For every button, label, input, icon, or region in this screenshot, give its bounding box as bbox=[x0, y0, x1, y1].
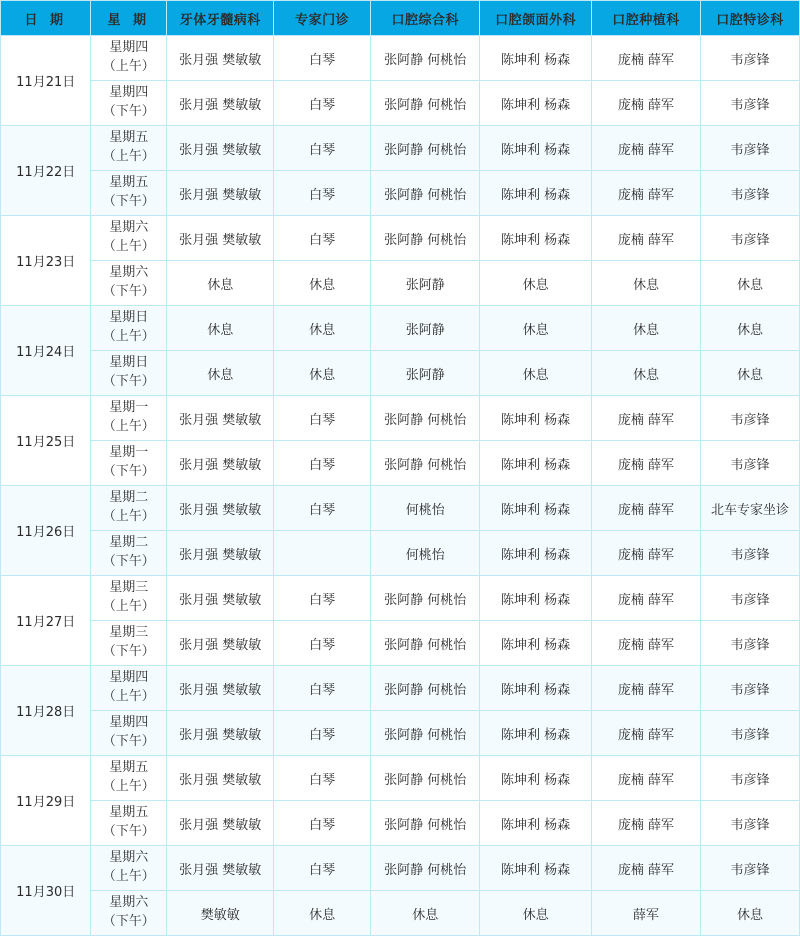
weekday-cell bbox=[91, 846, 167, 891]
table-row bbox=[1, 531, 800, 576]
column-header-weekday: 星 期 bbox=[91, 1, 167, 36]
doctor-cell: 韦彦锋 bbox=[701, 216, 800, 261]
table-header bbox=[1, 1, 800, 36]
weekday-label: 星期三 bbox=[109, 580, 149, 596]
session-label: （上午） bbox=[102, 59, 155, 74]
session-label: （下午） bbox=[102, 914, 155, 929]
doctor-cell: 白琴 bbox=[274, 81, 371, 126]
doctor-cell: 白琴 bbox=[274, 396, 371, 441]
rest-cell: 休息 bbox=[167, 351, 274, 396]
rest-cell: 休息 bbox=[480, 306, 591, 351]
table-row bbox=[1, 441, 800, 486]
weekday-cell bbox=[91, 531, 167, 576]
weekday-label: 星期三 bbox=[109, 625, 149, 641]
doctor-cell: 庞楠 薛军 bbox=[591, 801, 700, 846]
doctor-cell: 陈坤利 杨森 bbox=[480, 846, 591, 891]
doctor-cell: 白琴 bbox=[274, 711, 371, 756]
weekday-cell bbox=[91, 261, 167, 306]
doctor-cell: 陈坤利 杨森 bbox=[480, 81, 591, 126]
table-row bbox=[1, 126, 800, 171]
weekday-cell bbox=[91, 306, 167, 351]
doctor-cell: 张阿静 bbox=[371, 351, 480, 396]
weekday-label: 星期五 bbox=[109, 760, 149, 776]
weekday-cell bbox=[91, 441, 167, 486]
doctor-cell: 张月强 樊敏敏 bbox=[167, 36, 274, 81]
weekday-cell bbox=[91, 891, 167, 936]
rest-cell: 休息 bbox=[371, 891, 480, 936]
doctor-cell: 白琴 bbox=[274, 171, 371, 216]
doctor-cell: 张月强 樊敏敏 bbox=[167, 171, 274, 216]
date-cell: 11月27日 bbox=[1, 576, 91, 666]
table-row bbox=[1, 36, 800, 81]
table-row bbox=[1, 846, 800, 891]
doctor-cell: 白琴 bbox=[274, 576, 371, 621]
doctor-cell: 张阿静 何桃怡 bbox=[371, 576, 480, 621]
session-label: （上午） bbox=[102, 509, 155, 524]
doctor-cell: 何桃怡 bbox=[371, 486, 480, 531]
date-cell: 11月21日 bbox=[1, 36, 91, 126]
column-header-endodontics: 牙体牙髓病科 bbox=[167, 1, 274, 36]
session-label: （下午） bbox=[102, 464, 155, 479]
header-row bbox=[1, 1, 800, 36]
session-label: （上午） bbox=[102, 329, 155, 344]
table-row bbox=[1, 666, 800, 711]
rest-cell: 休息 bbox=[274, 261, 371, 306]
doctor-cell: 庞楠 薛军 bbox=[591, 711, 700, 756]
rest-cell: 休息 bbox=[480, 261, 591, 306]
doctor-cell: 庞楠 薛军 bbox=[591, 216, 700, 261]
table-row bbox=[1, 81, 800, 126]
rest-cell: 休息 bbox=[701, 306, 800, 351]
weekday-label: 星期二 bbox=[109, 535, 149, 551]
table-row bbox=[1, 171, 800, 216]
session-label: （上午） bbox=[102, 869, 155, 884]
weekday-label: 星期四 bbox=[109, 85, 149, 101]
weekday-cell bbox=[91, 621, 167, 666]
weekday-cell bbox=[91, 711, 167, 756]
doctor-cell: 陈坤利 杨森 bbox=[480, 711, 591, 756]
table-row bbox=[1, 351, 800, 396]
doctor-cell: 白琴 bbox=[274, 486, 371, 531]
session-label: （下午） bbox=[102, 284, 155, 299]
session-label: （下午） bbox=[102, 734, 155, 749]
doctor-cell: 北车专家坐诊 bbox=[701, 486, 800, 531]
weekday-label: 星期六 bbox=[109, 265, 149, 281]
doctor-cell: 庞楠 薛军 bbox=[591, 441, 700, 486]
doctor-cell: 张月强 樊敏敏 bbox=[167, 441, 274, 486]
doctor-cell: 薛军 bbox=[591, 891, 700, 936]
doctor-cell: 陈坤利 杨森 bbox=[480, 216, 591, 261]
date-cell: 11月24日 bbox=[1, 306, 91, 396]
doctor-cell: 庞楠 薛军 bbox=[591, 621, 700, 666]
doctor-cell: 陈坤利 杨森 bbox=[480, 531, 591, 576]
doctor-cell: 陈坤利 杨森 bbox=[480, 171, 591, 216]
doctor-cell: 白琴 bbox=[274, 756, 371, 801]
weekday-label: 星期日 bbox=[109, 355, 149, 371]
doctor-cell: 白琴 bbox=[274, 801, 371, 846]
doctor-cell: 庞楠 薛军 bbox=[591, 531, 700, 576]
doctor-cell: 张阿静 何桃怡 bbox=[371, 846, 480, 891]
doctor-cell: 韦彦锋 bbox=[701, 531, 800, 576]
weekday-label: 星期六 bbox=[109, 850, 149, 866]
weekday-cell bbox=[91, 756, 167, 801]
doctor-cell: 白琴 bbox=[274, 216, 371, 261]
doctor-cell: 何桃怡 bbox=[371, 531, 480, 576]
doctor-cell: 张阿静 何桃怡 bbox=[371, 666, 480, 711]
weekday-cell bbox=[91, 36, 167, 81]
weekday-label: 星期日 bbox=[109, 310, 149, 326]
doctor-cell: 张阿静 何桃怡 bbox=[371, 756, 480, 801]
table-row bbox=[1, 801, 800, 846]
doctor-cell: 陈坤利 杨森 bbox=[480, 576, 591, 621]
doctor-cell: 庞楠 薛军 bbox=[591, 846, 700, 891]
session-label: （上午） bbox=[102, 779, 155, 794]
table-row bbox=[1, 711, 800, 756]
column-header-special-clinic: 口腔特诊科 bbox=[701, 1, 800, 36]
session-label: （上午） bbox=[102, 599, 155, 614]
weekday-cell bbox=[91, 171, 167, 216]
doctor-cell: 庞楠 薛军 bbox=[591, 396, 700, 441]
doctor-cell: 韦彦锋 bbox=[701, 666, 800, 711]
weekday-label: 星期六 bbox=[109, 895, 149, 911]
doctor-cell: 张月强 樊敏敏 bbox=[167, 396, 274, 441]
session-label: （上午） bbox=[102, 689, 155, 704]
doctor-cell: 陈坤利 杨森 bbox=[480, 621, 591, 666]
doctor-cell: 张阿静 何桃怡 bbox=[371, 171, 480, 216]
doctor-cell: 白琴 bbox=[274, 621, 371, 666]
weekday-label: 星期五 bbox=[109, 175, 149, 191]
weekday-cell bbox=[91, 486, 167, 531]
weekday-label: 星期六 bbox=[109, 220, 149, 236]
doctor-cell: 张阿静 何桃怡 bbox=[371, 81, 480, 126]
date-cell: 11月28日 bbox=[1, 666, 91, 756]
doctor-cell: 韦彦锋 bbox=[701, 396, 800, 441]
doctor-cell: 张月强 樊敏敏 bbox=[167, 531, 274, 576]
doctor-cell: 张月强 樊敏敏 bbox=[167, 621, 274, 666]
table-row bbox=[1, 756, 800, 801]
session-label: （下午） bbox=[102, 824, 155, 839]
doctor-cell: 庞楠 薛军 bbox=[591, 666, 700, 711]
rest-cell: 休息 bbox=[591, 351, 700, 396]
doctor-cell: 张阿静 何桃怡 bbox=[371, 126, 480, 171]
weekday-label: 星期五 bbox=[109, 130, 149, 146]
doctor-cell: 韦彦锋 bbox=[701, 171, 800, 216]
rest-cell: 休息 bbox=[480, 351, 591, 396]
doctor-cell: 陈坤利 杨森 bbox=[480, 801, 591, 846]
weekday-label: 星期四 bbox=[109, 40, 149, 56]
rest-cell: 休息 bbox=[701, 891, 800, 936]
doctor-cell: 陈坤利 杨森 bbox=[480, 666, 591, 711]
weekday-cell bbox=[91, 81, 167, 126]
doctor-cell: 张阿静 bbox=[371, 261, 480, 306]
doctor-cell: 庞楠 薛军 bbox=[591, 486, 700, 531]
doctor-cell: 庞楠 薛军 bbox=[591, 171, 700, 216]
session-label: （下午） bbox=[102, 374, 155, 389]
doctor-cell: 张阿静 何桃怡 bbox=[371, 396, 480, 441]
column-header-oral-maxillofacial-surgery: 口腔颌面外科 bbox=[480, 1, 591, 36]
column-header-implantology: 口腔种植科 bbox=[591, 1, 700, 36]
doctor-cell: 张阿静 何桃怡 bbox=[371, 621, 480, 666]
doctor-cell: 张阿静 何桃怡 bbox=[371, 711, 480, 756]
doctor-cell: 白琴 bbox=[274, 846, 371, 891]
doctor-cell: 白琴 bbox=[274, 441, 371, 486]
table-body bbox=[1, 36, 800, 936]
doctor-cell: 韦彦锋 bbox=[701, 81, 800, 126]
date-cell: 11月30日 bbox=[1, 846, 91, 936]
session-label: （下午） bbox=[102, 194, 155, 209]
rest-cell: 休息 bbox=[480, 891, 591, 936]
doctor-cell: 张月强 樊敏敏 bbox=[167, 846, 274, 891]
doctor-cell: 庞楠 薛军 bbox=[591, 576, 700, 621]
weekday-label: 星期一 bbox=[109, 400, 149, 416]
doctor-cell: 白琴 bbox=[274, 36, 371, 81]
session-label: （下午） bbox=[102, 104, 155, 119]
column-header-general-dentistry: 口腔综合科 bbox=[371, 1, 480, 36]
doctor-cell: 庞楠 薛军 bbox=[591, 126, 700, 171]
doctor-cell: 张阿静 何桃怡 bbox=[371, 441, 480, 486]
table-row bbox=[1, 261, 800, 306]
weekday-cell bbox=[91, 801, 167, 846]
doctor-cell: 庞楠 薛军 bbox=[591, 81, 700, 126]
table-row bbox=[1, 216, 800, 261]
doctor-cell: 韦彦锋 bbox=[701, 441, 800, 486]
column-header-date: 日 期 bbox=[1, 1, 91, 36]
rest-cell: 休息 bbox=[167, 261, 274, 306]
doctor-cell: 张阿静 bbox=[371, 306, 480, 351]
table-row bbox=[1, 306, 800, 351]
weekday-label: 星期四 bbox=[109, 715, 149, 731]
rest-cell: 休息 bbox=[591, 261, 700, 306]
doctor-cell: 白琴 bbox=[274, 126, 371, 171]
doctor-cell: 陈坤利 杨森 bbox=[480, 396, 591, 441]
weekday-cell bbox=[91, 126, 167, 171]
doctor-cell: 张月强 樊敏敏 bbox=[167, 756, 274, 801]
rest-cell: 休息 bbox=[274, 351, 371, 396]
doctor-cell: 樊敏敏 bbox=[167, 891, 274, 936]
weekday-label: 星期一 bbox=[109, 445, 149, 461]
weekday-cell bbox=[91, 666, 167, 711]
table-row bbox=[1, 621, 800, 666]
doctor-cell: 韦彦锋 bbox=[701, 576, 800, 621]
doctor-cell: 白琴 bbox=[274, 666, 371, 711]
weekday-cell bbox=[91, 396, 167, 441]
date-cell: 11月25日 bbox=[1, 396, 91, 486]
table-row bbox=[1, 396, 800, 441]
session-label: （上午） bbox=[102, 419, 155, 434]
date-cell: 11月23日 bbox=[1, 216, 91, 306]
table-row bbox=[1, 576, 800, 621]
doctor-cell: 韦彦锋 bbox=[701, 801, 800, 846]
doctor-cell: 韦彦锋 bbox=[701, 621, 800, 666]
session-label: （上午） bbox=[102, 239, 155, 254]
rest-cell: 休息 bbox=[167, 306, 274, 351]
rest-cell: 休息 bbox=[701, 351, 800, 396]
session-label: （上午） bbox=[102, 149, 155, 164]
doctor-cell: 韦彦锋 bbox=[701, 126, 800, 171]
doctor-cell: 陈坤利 杨森 bbox=[480, 126, 591, 171]
doctor-cell: 张月强 樊敏敏 bbox=[167, 216, 274, 261]
column-header-specialist-clinic: 专家门诊 bbox=[274, 1, 371, 36]
weekday-label: 星期五 bbox=[109, 805, 149, 821]
doctor-cell: 张阿静 何桃怡 bbox=[371, 216, 480, 261]
weekday-cell bbox=[91, 576, 167, 621]
weekday-label: 星期四 bbox=[109, 670, 149, 686]
date-cell: 11月22日 bbox=[1, 126, 91, 216]
weekday-cell bbox=[91, 216, 167, 261]
doctor-cell: 张月强 樊敏敏 bbox=[167, 486, 274, 531]
doctor-cell: 韦彦锋 bbox=[701, 36, 800, 81]
doctor-cell: 张阿静 何桃怡 bbox=[371, 801, 480, 846]
doctor-cell: 韦彦锋 bbox=[701, 711, 800, 756]
rest-cell: 休息 bbox=[701, 261, 800, 306]
session-label: （下午） bbox=[102, 644, 155, 659]
doctor-cell: 张月强 樊敏敏 bbox=[167, 711, 274, 756]
doctor-cell: 韦彦锋 bbox=[701, 846, 800, 891]
weekday-cell bbox=[91, 351, 167, 396]
doctor-cell bbox=[274, 531, 371, 576]
doctor-cell: 张月强 樊敏敏 bbox=[167, 576, 274, 621]
doctor-cell: 陈坤利 杨森 bbox=[480, 441, 591, 486]
doctor-cell: 庞楠 薛军 bbox=[591, 756, 700, 801]
doctor-cell: 张月强 樊敏敏 bbox=[167, 126, 274, 171]
rest-cell: 休息 bbox=[274, 306, 371, 351]
weekday-label: 星期二 bbox=[109, 490, 149, 506]
doctor-cell: 张月强 樊敏敏 bbox=[167, 801, 274, 846]
doctor-cell: 陈坤利 杨森 bbox=[480, 36, 591, 81]
doctor-cell: 陈坤利 杨森 bbox=[480, 756, 591, 801]
doctor-cell: 张阿静 何桃怡 bbox=[371, 36, 480, 81]
doctor-cell: 张月强 樊敏敏 bbox=[167, 666, 274, 711]
rest-cell: 休息 bbox=[591, 306, 700, 351]
doctor-cell: 韦彦锋 bbox=[701, 756, 800, 801]
doctor-cell: 张月强 樊敏敏 bbox=[167, 81, 274, 126]
date-cell: 11月29日 bbox=[1, 756, 91, 846]
date-cell: 11月26日 bbox=[1, 486, 91, 576]
table-row bbox=[1, 486, 800, 531]
doctor-cell: 陈坤利 杨森 bbox=[480, 486, 591, 531]
rest-cell: 休息 bbox=[274, 891, 371, 936]
table-row bbox=[1, 891, 800, 936]
session-label: （下午） bbox=[102, 554, 155, 569]
doctor-cell: 庞楠 薛军 bbox=[591, 36, 700, 81]
